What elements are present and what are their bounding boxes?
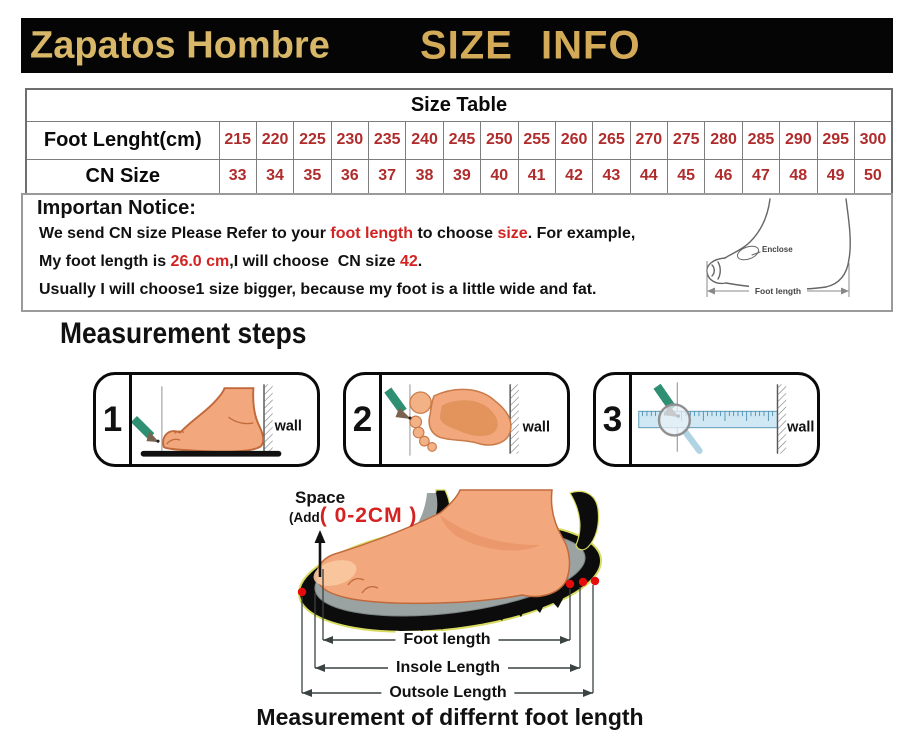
steps-title: Measurement steps bbox=[60, 317, 307, 350]
foot-length-value: 255 bbox=[518, 121, 555, 159]
cn-size-value: 42 bbox=[555, 159, 592, 194]
important-notice bbox=[21, 193, 893, 312]
cn-size-value: 38 bbox=[406, 159, 443, 194]
step-3-number: 3 bbox=[596, 375, 632, 464]
cn-size-value: 43 bbox=[593, 159, 630, 194]
foot-length-value: 245 bbox=[443, 121, 480, 159]
measurement-step-1 bbox=[93, 372, 320, 467]
foot-length-value: 290 bbox=[780, 121, 817, 159]
foot-length-diagram bbox=[240, 485, 680, 705]
cn-size-value: 34 bbox=[256, 159, 293, 194]
foot-length-value: 230 bbox=[331, 121, 368, 159]
wall-label: wall bbox=[274, 418, 302, 435]
foot-sole-illustration bbox=[410, 389, 511, 451]
bottom-caption: Measurement of differnt foot length bbox=[256, 704, 644, 730]
foot-outline-illustration bbox=[700, 197, 885, 303]
foot-length-value: 215 bbox=[219, 121, 256, 159]
foot-length-value: 295 bbox=[817, 121, 854, 159]
space-range bbox=[289, 504, 417, 528]
cn-size-value: 48 bbox=[780, 159, 817, 194]
wall-hatch bbox=[510, 384, 519, 453]
header-bar bbox=[21, 18, 893, 73]
measurement-step-2 bbox=[343, 372, 570, 467]
cn-size-value: 46 bbox=[705, 159, 742, 194]
measurement-step-3 bbox=[593, 372, 820, 467]
foot-length-arrow-label: Foot length bbox=[395, 631, 498, 649]
foot-length-value: 270 bbox=[630, 121, 667, 159]
foot-length-value: 300 bbox=[854, 121, 892, 159]
wall-hatch bbox=[264, 384, 273, 453]
cn-size-value: 36 bbox=[331, 159, 368, 194]
step-2-illustration bbox=[382, 375, 567, 464]
foot-length-value: 265 bbox=[593, 121, 630, 159]
cn-size-value: 44 bbox=[630, 159, 667, 194]
insole-length-arrow-label: Insole Length bbox=[388, 659, 508, 677]
page-title: SIZE INFO bbox=[420, 23, 641, 67]
cn-size-value: 47 bbox=[742, 159, 779, 194]
outsole-length-arrow-label: Outsole Length bbox=[381, 684, 514, 702]
foot-length-value: 280 bbox=[705, 121, 742, 159]
foot-length-row-label: Foot Lenght(cm) bbox=[26, 121, 219, 159]
step-2-number: 2 bbox=[346, 375, 382, 464]
foot-length-value: 260 bbox=[555, 121, 592, 159]
cn-size-value: 33 bbox=[219, 159, 256, 194]
foot-length-value: 285 bbox=[742, 121, 779, 159]
size-table-title: Size Table bbox=[26, 89, 892, 121]
foot-length-value: 225 bbox=[294, 121, 331, 159]
notice-title: Importan Notice: bbox=[37, 197, 196, 219]
wall-hatch bbox=[777, 384, 786, 453]
wall-label: wall bbox=[522, 419, 550, 436]
foot-length-value: 275 bbox=[668, 121, 705, 159]
cn-size-value: 40 bbox=[481, 159, 518, 194]
step-3-illustration bbox=[632, 375, 817, 464]
enclose-label: Enclose bbox=[762, 245, 793, 254]
step-1-illustration bbox=[132, 375, 317, 464]
space-label: Space bbox=[295, 488, 346, 507]
notice-line-3: Usually I will choose1 size bigger, because my foot is a little wide and fat. bbox=[39, 281, 597, 298]
add-label: (Add bbox=[289, 510, 320, 525]
pencil-icon bbox=[388, 390, 412, 419]
step-1-number: 1 bbox=[96, 375, 132, 464]
foot-length-label-small: Foot length bbox=[754, 286, 802, 296]
cn-size-value: 45 bbox=[668, 159, 705, 194]
wall-label: wall bbox=[787, 419, 815, 436]
foot-side-illustration bbox=[163, 388, 263, 452]
size-table bbox=[25, 88, 893, 195]
foot-length-value: 240 bbox=[406, 121, 443, 159]
pencil-icon bbox=[134, 419, 160, 443]
brand-title: Zapatos Hombre bbox=[30, 24, 330, 66]
cn-size-value: 35 bbox=[294, 159, 331, 194]
notice-line-1: We send CN size Please Refer to your foot length to choose size. For example, bbox=[39, 225, 636, 242]
foot-length-value: 250 bbox=[481, 121, 518, 159]
cn-size-value: 39 bbox=[443, 159, 480, 194]
cn-size-value: 41 bbox=[518, 159, 555, 194]
foot-length-value: 235 bbox=[369, 121, 406, 159]
notice-line-2: My foot length is 26.0 cm,I will choose CN size 42. bbox=[39, 253, 423, 270]
range-label: ( 0-2CM ) bbox=[319, 504, 418, 527]
cn-size-value: 50 bbox=[854, 159, 892, 194]
cn-size-value: 37 bbox=[369, 159, 406, 194]
cn-size-value: 49 bbox=[817, 159, 854, 194]
foot-length-value: 220 bbox=[256, 121, 293, 159]
cn-size-row-label: CN Size bbox=[26, 159, 219, 194]
